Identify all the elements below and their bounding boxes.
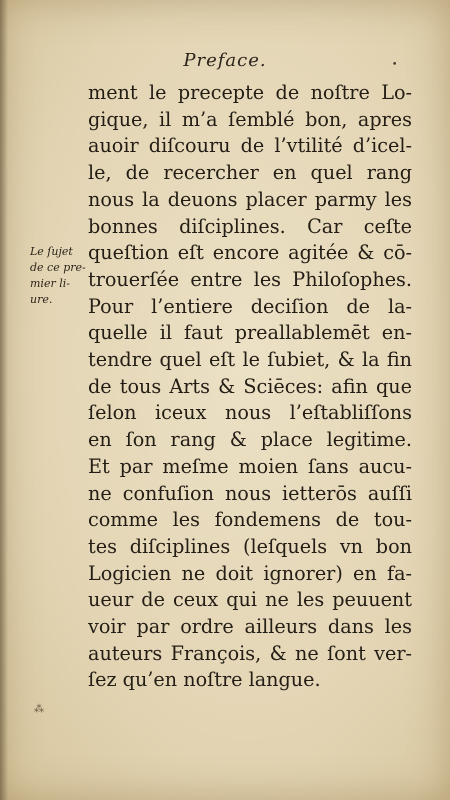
text-line: tes diſciplines (leſquels vn bon	[88, 534, 412, 558]
text-line: ment le precepte de noſtre Lo-	[88, 81, 412, 104]
text-line: tendre quel eſt le ſubiet, & la fin	[88, 348, 412, 372]
ink-speck: •	[392, 60, 398, 70]
text-line: de tous Arts & Sciēces: afin que	[88, 374, 412, 398]
text-line: bonnes diſciplines. Car ceſte	[88, 214, 412, 238]
text-line: Et par meſme moien ſans aucu-	[88, 454, 412, 478]
text-line: auteurs François, & ne ſont ver-	[88, 641, 412, 665]
text-line: en ſon rang & place legitime.	[88, 428, 412, 452]
ink-smudge: ⁂	[34, 704, 44, 715]
marginal-note-line: mier li-	[30, 277, 70, 290]
text-line: gique, il m’a ſemblé bon, apres	[88, 107, 412, 131]
text-line: queſtion eſt encore agitée & cō-	[88, 241, 412, 265]
running-head: Preface.	[183, 50, 267, 71]
text-line: le, de recercher en quel rang	[88, 161, 412, 185]
text-line: nous la deuons placer parmy les	[88, 187, 412, 211]
body-text	[88, 80, 412, 694]
marginal-note	[30, 244, 86, 308]
marginal-note-line: ure.	[30, 293, 53, 306]
text-line: quelle il faut preallablemēt en-	[88, 321, 412, 345]
marginal-note-line: Le ſujet	[30, 245, 73, 258]
text-line: ne confuſion nous ietterōs auſſi	[88, 481, 412, 505]
text-line: ſez qu’en noſtre langue.	[88, 668, 321, 692]
binding-shadow	[0, 0, 8, 800]
text-line: ſelon iceux nous l’eſtabliſſons	[88, 401, 412, 425]
text-line: voir par ordre ailleurs dans les	[88, 615, 412, 639]
text-line: auoir diſcouru de l’vtilité d’icel-	[88, 134, 412, 158]
marginal-note-line: de ce pre-	[30, 261, 86, 274]
text-line: ueur de ceux qui ne les peuuent	[88, 588, 412, 612]
text-line: Pour l’entiere deciſion de la-	[88, 294, 412, 318]
text-line: Logicien ne doit ignorer) en fa-	[88, 561, 412, 585]
text-line: comme les fondemens de tou-	[88, 508, 412, 532]
text-line: trouerſée entre les Philoſophes.	[88, 267, 412, 291]
